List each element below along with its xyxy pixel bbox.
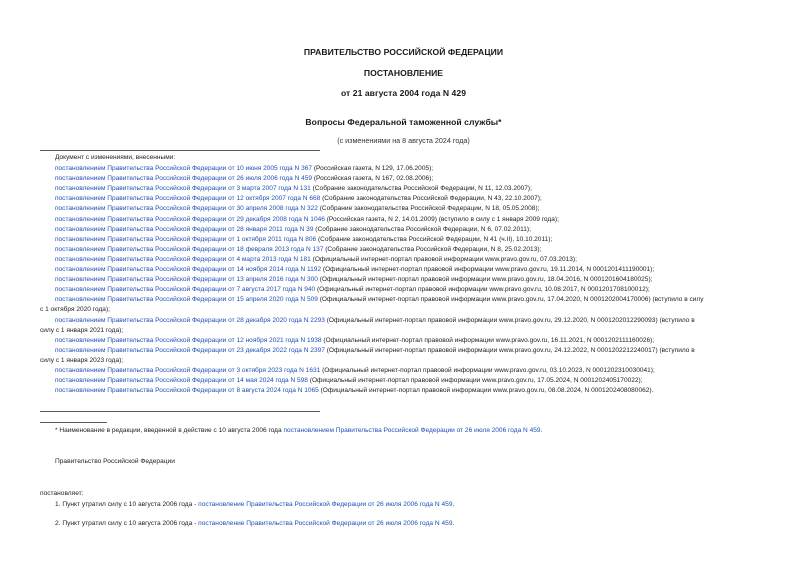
amendment-item [55,246,541,254]
amendment-item [55,216,559,224]
paragraph-2-text: 2. Пункт утратил силу с 10 августа 2006 года - [55,520,199,527]
footnote [55,427,542,435]
top-divider [40,150,320,151]
amendment-source: (Российская газета, N 167, 02.08.2006); [312,175,434,183]
amendment-source: (Российская газета, N 129, 17.06.2005); [312,165,434,172]
paragraph-2-end: . [452,520,455,527]
footnote-text: * Наименование в редакции, введенной в действие с 10 августа 2006 года [55,427,284,434]
amendment-link[interactable]: постановлением Правительства Российской Федерации от 12 октября 2007 года N 668 [55,195,321,203]
amendment-link[interactable]: постановлением Правительства Российской Федерации от 13 апреля 2016 года N 300 [55,276,318,284]
amendment-item [55,377,643,385]
amendment-item [55,367,655,375]
amendment-link[interactable]: постановлением Правительства Российской Федерации от 26 июля 2006 года N 459 [55,175,313,183]
amendment-source: (Официальный интернет-портал правовой информации www.pravo.gov.ru, 07.03.2013); [310,255,577,263]
amendment-item [55,296,704,304]
paragraph-1-end: . [452,501,455,508]
footnote-divider [40,422,107,423]
amendment-continuation: силу с 1 января 2021 года); [40,326,124,334]
amendment-item [55,276,652,284]
amendment-item [55,165,433,173]
amendment-item [55,195,542,203]
paragraph-1-link[interactable]: постановление Правительства Российской Федерации от 26 июля 2006 года N 459 [198,501,453,508]
amendment-link[interactable]: постановлением Правительства Российской Федерации от 7 августа 2017 года N 940 [55,286,316,294]
amendment-link[interactable]: постановлением Правительства Российской Федерации от 30 апреля 2008 года N 322 [55,205,318,213]
footnote-end: . [540,427,543,434]
amendment-item [55,185,532,193]
amendment-item [55,256,577,264]
amendment-source: (Официальный интернет-портал правовой информации www.pravo.gov.ru, 08.08.2024, N 0001202408080062). [318,387,654,395]
amendment-link[interactable]: постановлением Правительства Российской Федерации от 4 марта 2013 года N 181 [55,255,311,263]
amendments-intro: Документ с изменениями, внесенными: [55,154,176,161]
doc-type-heading: ПОСТАНОВЛЕНИЕ [363,68,444,78]
amendment-source: (Официальный интернет-портал правовой информации www.pravo.gov.ru, 10.08.2017, N 0001201708100012); [315,286,650,294]
amendment-link[interactable]: постановлением Правительства Российской Федерации от 8 августа 2024 года N 1065 [55,387,319,395]
amendment-source: (Собрание законодательства Российской Федерации, N 18, 05.05.2008); [317,205,540,213]
paragraph-1-text: 1. Пункт утратил силу с 10 августа 2006 года - [55,501,199,508]
amendment-link[interactable]: постановлением Правительства Российской Федерации от 1 октября 2011 года N 806 [55,235,317,243]
amendment-source: (Официальный интернет-портал правовой информации www.pravo.gov.ru, 19.11.2014, N 0001201411190001); [321,266,655,273]
amendment-link[interactable]: постановлением Правительства Российской Федерации от 14 мая 2024 года N 598 [55,377,308,385]
amendment-link[interactable]: постановлением Правительства Российской Федерации от 28 декабря 2020 года N 2293 [55,316,325,324]
amendment-item [55,387,653,395]
amendment-item [55,205,539,213]
document-title: Вопросы Федеральной таможенной службы* [305,117,502,127]
amendment-source: (Собрание законодательства Российской Федерации, N 6, 07.02.2011); [313,225,531,233]
amendment-link[interactable]: постановлением Правительства Российской Федерации от 29 декабря 2008 года N 1046 [55,215,325,223]
amendment-item [55,347,695,355]
amendment-link[interactable]: постановлением Правительства Российской Федерации от 10 июня 2005 года N 367 [55,165,312,172]
amendment-source: (Собрание законодательства Российской Федерации, N 43, 22.10.2007); [320,195,542,203]
amendment-source: (Официальный интернет-портал правовой информации www.pravo.gov.ru, 16.11.2021, N 0001202111160026); [321,336,655,344]
amendment-source: (Официальный интернет-портал правовой информации www.pravo.gov.ru, 03.10.2023, N 0001202310030041); [320,367,655,374]
paragraph-2-link[interactable]: постановление Правительства Российской Федерации от 26 июля 2006 года N 459 [198,520,453,527]
amendment-link[interactable]: постановлением Правительства Российской Федерации от 12 ноября 2021 года N 1938 [55,336,322,344]
amendment-item [55,236,552,244]
amendment-source: (Российская газета, N 2, 14.01.2009) (вступило в силу с 1 января 2009 года); [324,215,559,223]
paragraph-2 [55,520,454,528]
amendment-link[interactable]: постановлением Правительства Российской Федерации от 3 марта 2007 года N 131 [55,185,311,193]
amendment-link[interactable]: постановлением Правительства Российской Федерации от 15 апреля 2020 года N 509 [55,296,318,304]
revision-note: (с изменениями на 8 августа 2024 года) [337,136,470,145]
amendment-link[interactable]: постановлением Правительства Российской Федерации от 28 января 2011 года N 39 [55,225,314,233]
amendment-link[interactable]: постановлением Правительства Российской Федерации от 23 декабря 2022 года N 2397 [55,346,325,354]
amendment-link[interactable]: постановлением Правительства Российской Федерации от 14 ноября 2014 года N 1192 [55,266,322,273]
date-number-heading: от 21 августа 2004 года N 429 [340,88,467,98]
amendment-source: (Официальный интернет-портал правовой информации www.pravo.gov.ru, 24.12.2022, N 0001202212240017) (вступило в [324,346,695,354]
amendment-source: (Собрание законодательства Российской Федерации, N 11, 12.03.2007); [310,185,532,193]
amendment-source: (Собрание законодательства Российской Федерации, N 41 (ч.II), 10.10.2011); [316,235,553,243]
amendment-item [55,317,695,325]
paragraph-1 [55,501,454,509]
amendment-continuation: силу с 1 января 2023 года); [40,356,124,364]
government-line: Правительство Российской Федерации [55,458,175,465]
amendment-source: (Официальный интернет-портал правовой информации www.pravo.gov.ru, 29.12.2020, N 0001202012290093) (вступило в [324,316,695,324]
amendment-link[interactable]: постановлением Правительства Российской Федерации от 18 февраля 2013 года N 137 [55,245,324,253]
resolves-line: постановляет: [40,490,84,497]
amendment-continuation: с 1 октября 2020 года); [40,306,110,314]
amendment-item [55,175,433,183]
footnote-link[interactable]: постановлением Правительства Российской Федерации от 26 июля 2006 года N 459 [283,427,541,434]
amendment-item [55,226,531,234]
bottom-divider [40,411,320,412]
amendment-item [55,337,654,345]
org-heading: ПРАВИТЕЛЬСТВО РОССИЙСКОЙ ФЕДЕРАЦИИ [303,47,504,57]
amendment-source: (Официальный интернет-портал правовой информации www.pravo.gov.ru, 18.04.2016, N 0001201604180025); [317,276,653,284]
amendment-source: (Официальный интернет-портал правовой информации www.pravo.gov.ru, 17.05.2024, N 0001202405170022); [307,377,643,385]
amendment-source: (Официальный интернет-портал правовой информации www.pravo.gov.ru, 17.04.2020, N 0001202004170006) (вступило в силу [317,296,704,304]
amendment-link[interactable]: постановлением Правительства Российской Федерации от 3 октября 2023 года N 1631 [55,367,321,374]
amendment-item [55,286,650,294]
amendment-source: (Собрание законодательства Российской Федерации, N 8, 25.02.2013); [323,245,542,253]
amendment-item [55,266,654,274]
